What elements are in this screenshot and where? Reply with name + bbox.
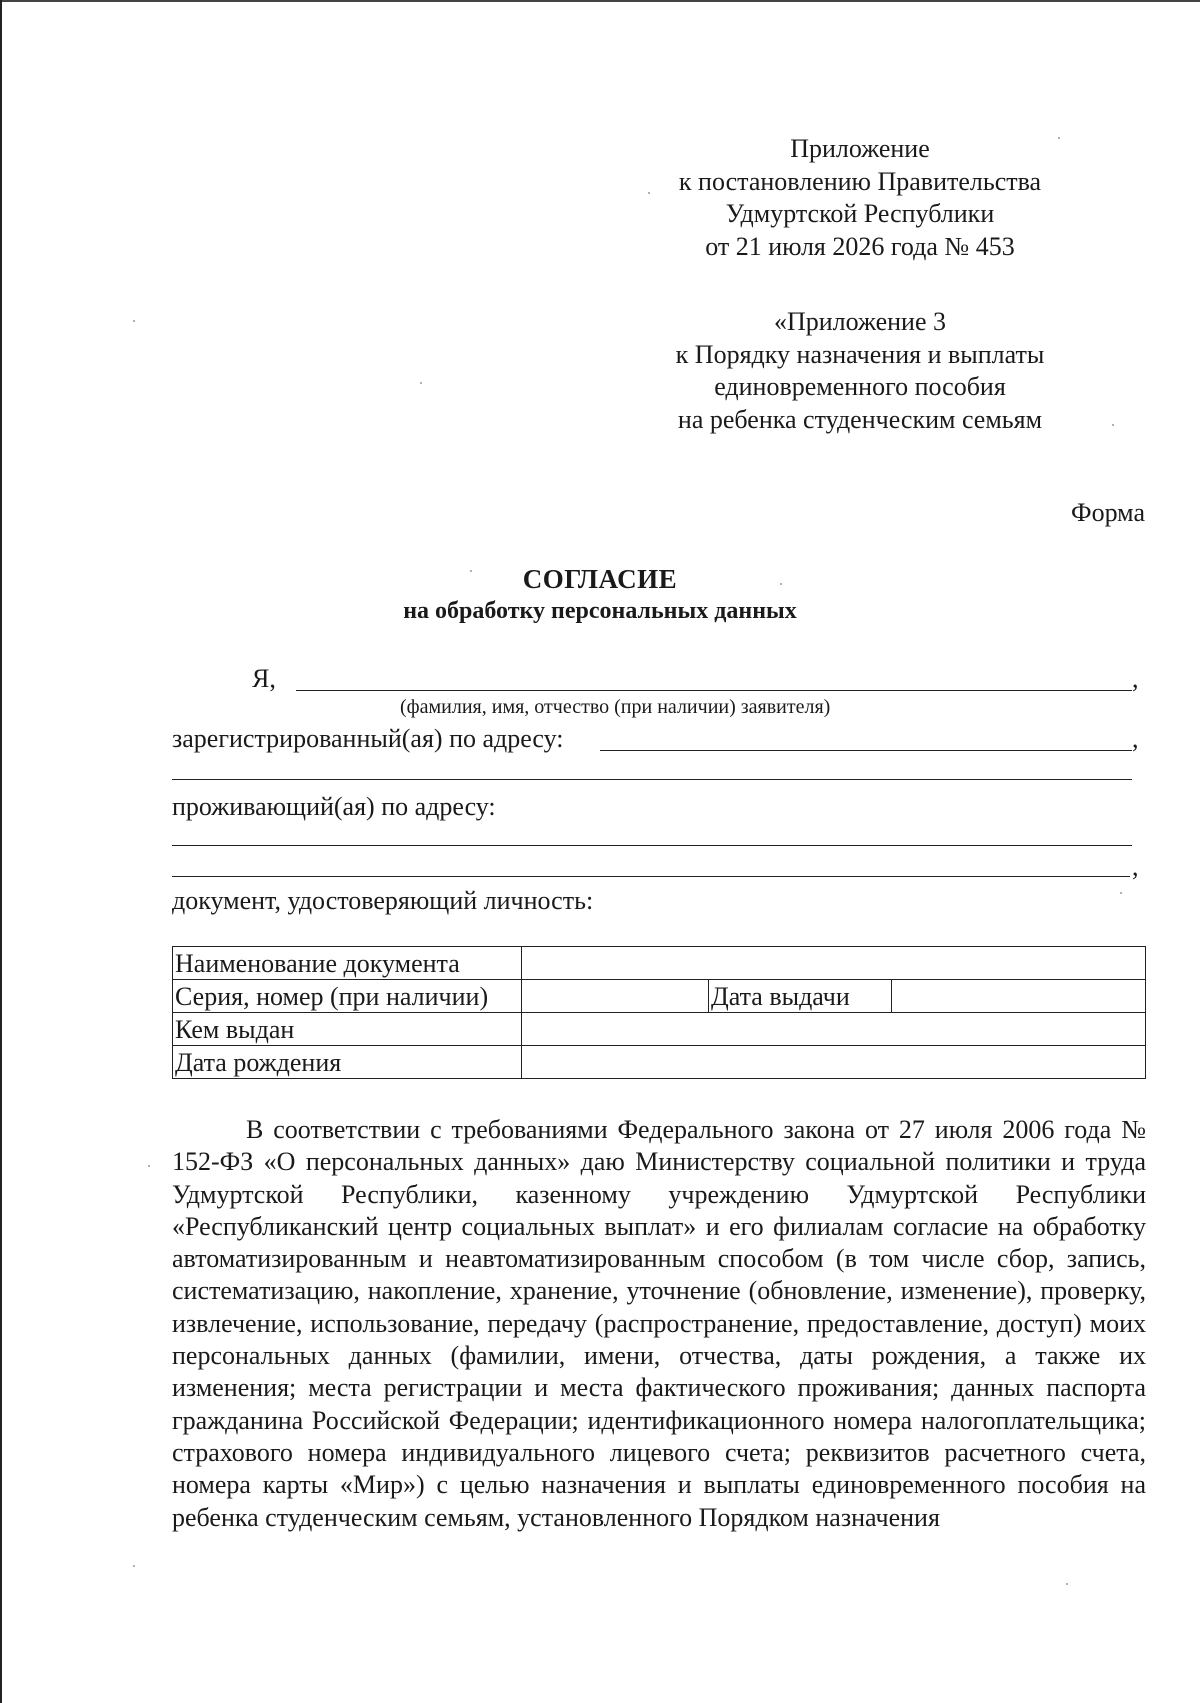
doc-name-field[interactable]	[522, 947, 1146, 980]
appendix3-line1: к Порядку назначения и выплаты	[675, 339, 1045, 369]
appendix-label: Приложение	[790, 134, 930, 163]
doc-name-label: Наименование документа	[173, 947, 522, 980]
i-label: Я,	[252, 664, 276, 693]
issue-date-label: Дата выдачи	[709, 980, 892, 1013]
scan-speck	[470, 570, 472, 572]
scan-top-edge	[0, 0, 1200, 2]
to-resolution-label: к постановлению Правительства	[678, 166, 1042, 196]
scan-speck	[1112, 424, 1114, 426]
table-row	[173, 1046, 1146, 1079]
scan-speck	[1058, 137, 1060, 139]
scan-speck	[148, 1165, 150, 1167]
full-name-field[interactable]	[296, 690, 1132, 691]
scan-speck	[133, 320, 135, 322]
comma: ,	[1132, 724, 1139, 753]
issued-by-label: Кем выдан	[173, 1013, 522, 1046]
republic-label: Удмуртской Республики	[725, 199, 995, 228]
registered-address-field-line2[interactable]	[172, 779, 1132, 780]
living-address-label: проживающий(ая) по адресу:	[172, 792, 496, 821]
resolution-appendix-header	[640, 133, 1080, 263]
id-document-table	[172, 946, 1146, 1079]
scan-speck	[648, 192, 650, 194]
id-document-label: документ, удостоверяющий личность:	[172, 886, 594, 915]
document-subtitle: на обработку персональных данных	[403, 598, 797, 624]
table-row	[173, 980, 1146, 1013]
birth-date-label: Дата рождения	[173, 1046, 522, 1079]
appendix3-header	[640, 306, 1080, 436]
resolution-date-number: от 21 июля 2026 года № 453	[705, 231, 1015, 261]
document-title: СОГЛАСИЕ	[522, 564, 678, 594]
birth-date-field[interactable]	[522, 1046, 1146, 1079]
consent-body-text: В соответствии с требованиями Федерального закона от 27 июля 2006 года № 152-ФЗ «О персональных данных» даю Министерству социальной политики и труда Удмуртской Республики, казенному учреждению Удмуртской Республики «Республиканский центр социальных выплат» и его филиалам согласие на обработку автоматизированным и неавтоматизированным способом (в том числе сбор, запись, систематизацию, накопление, хранение, уточнение (обновление, изменение), проверку, извлечение, использование, передачу (распространение, предоставление, доступ) моих персональных данных (фамилии, имени, отчества, даты рождения, а также их изменения; места регистрации и места фактического проживания; данных паспорта гражданина Российской Федерации; идентификационного номера налогоплательщика; страхового номера индивидуального лицевого счета; реквизитов расчетного счета, номера карты «Мир») с целью назначения и выплаты единовременного пособия на ребенка студенческим семьям, установленного Порядком назначения	[172, 1115, 1146, 1532]
comma: ,	[1132, 664, 1139, 693]
comma: ,	[1132, 852, 1139, 881]
full-name-hint: (фамилия, имя, отчество (при наличии) заявителя)	[400, 696, 831, 718]
scan-speck	[420, 382, 422, 384]
table-row	[173, 1013, 1146, 1046]
series-number-field[interactable]	[522, 980, 709, 1013]
scan-speck	[1066, 1583, 1068, 1585]
registered-address-label: зарегистрированный(ая) по адресу:	[172, 724, 564, 753]
scan-speck	[1120, 892, 1122, 894]
form-label: Форма	[1071, 498, 1145, 527]
table-row	[173, 947, 1146, 980]
appendix3-title: «Приложение 3	[773, 307, 947, 336]
appendix3-line3: на ребенка студенческим семьям	[677, 404, 1043, 434]
scan-left-edge	[0, 0, 2, 1703]
scan-speck	[780, 583, 782, 585]
appendix3-line2: единовременного пособия	[714, 372, 1006, 401]
issue-date-field[interactable]	[892, 980, 1146, 1013]
registered-address-field[interactable]	[600, 750, 1132, 751]
issued-by-field[interactable]	[522, 1013, 1146, 1046]
scan-speck	[133, 1565, 135, 1567]
living-address-field-line2[interactable]	[172, 876, 1130, 877]
living-address-field-line1[interactable]	[172, 845, 1132, 846]
series-number-label: Серия, номер (при наличии)	[173, 980, 522, 1013]
